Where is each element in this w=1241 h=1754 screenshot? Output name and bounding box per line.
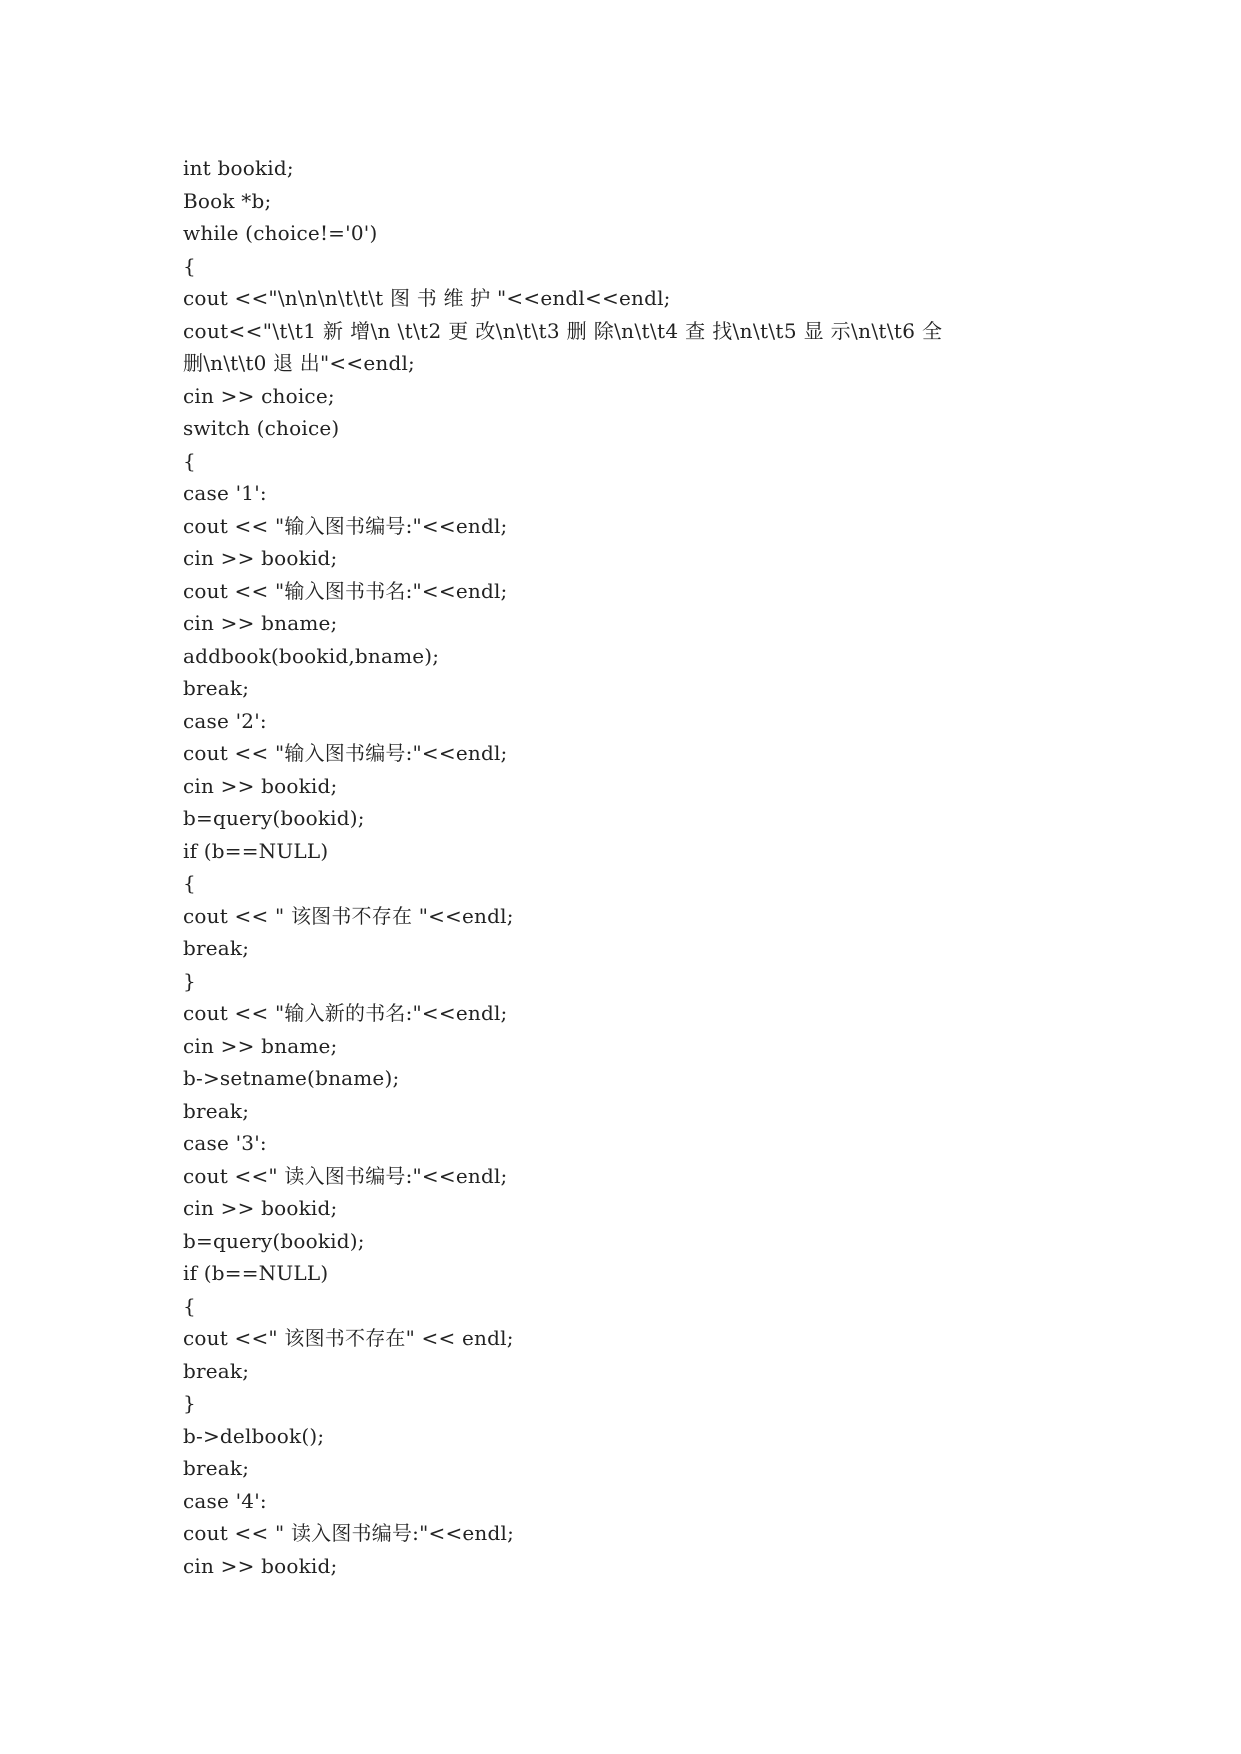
code-line: if (b==NULL) [183,838,329,863]
code-line: cout <<"\n\n\n\t\t\t 图 书 维 护 "<<endl<<endl; [183,286,671,310]
code-line: addbook(bookid,bname); [183,643,440,668]
code-line: case '2': [183,708,267,733]
code-line: } [183,968,196,993]
code-line: b=query(bookid); [183,1228,365,1253]
code-line: cout <<" 读入图书编号:"<<endl; [183,1163,508,1188]
code-line: break; [183,676,250,700]
code-line: cout << "输入图书编号:"<<endl; [183,513,508,538]
code-line: cin >> bname; [183,611,338,635]
code-line: cin >> bookid; [183,773,338,798]
code-line: break; [183,1456,250,1480]
code-line: cout <<" 该图书不存在" << endl; [183,1326,514,1350]
code-line: switch (choice) [183,416,340,440]
code-line: b=query(bookid); [183,806,365,830]
code-line: b->setname(bname); [183,1066,400,1090]
code-line: break; [183,936,250,960]
code-line: b->delbook(); [183,1423,325,1448]
code-line: { [183,871,196,895]
code-line: case '4': [183,1488,267,1513]
code-line: cout << " 该图书不存在 "<<endl; [183,903,514,928]
code-line: case '3': [183,1131,267,1155]
code-line: { [183,1293,196,1318]
code-line: { [183,253,196,278]
code-line: break; [183,1098,250,1123]
code-line: cout << "输入图书编号:"<<endl; [183,741,508,765]
code-line: int bookid; [183,156,294,180]
code-line: cin >> choice; [183,383,335,408]
code-line: } [183,1391,196,1415]
code-line: cin >> bname; [183,1033,338,1058]
code-line: cin >> bookid; [183,546,338,570]
code-listing [183,152,1083,1582]
code-line: break; [183,1358,250,1383]
code-line: cout << " 读入图书编号:"<<endl; [183,1521,515,1545]
code-line: Book *b; [183,188,272,213]
code-line: case '1': [183,481,267,505]
code-line: cin >> bookid; [183,1553,338,1578]
code-line: cin >> bookid; [183,1196,338,1220]
code-line: cout << "输入图书书名:"<<endl; [183,578,508,603]
code-line: if (b==NULL) [183,1261,329,1285]
code-line: { [183,448,196,473]
code-line: cout << "输入新的书名:"<<endl; [183,1001,508,1025]
code-line: while (choice!='0') [183,221,378,245]
code-line: 删\n\t\t0 退 出"<<endl; [183,351,415,375]
code-line: cout<<"\t\t1 新 增\n \t\t2 更 改\n\t\t3 删 除\n\t\t4 查 找\n\t\t5 显 示\n\t\t6 全 [183,318,943,343]
